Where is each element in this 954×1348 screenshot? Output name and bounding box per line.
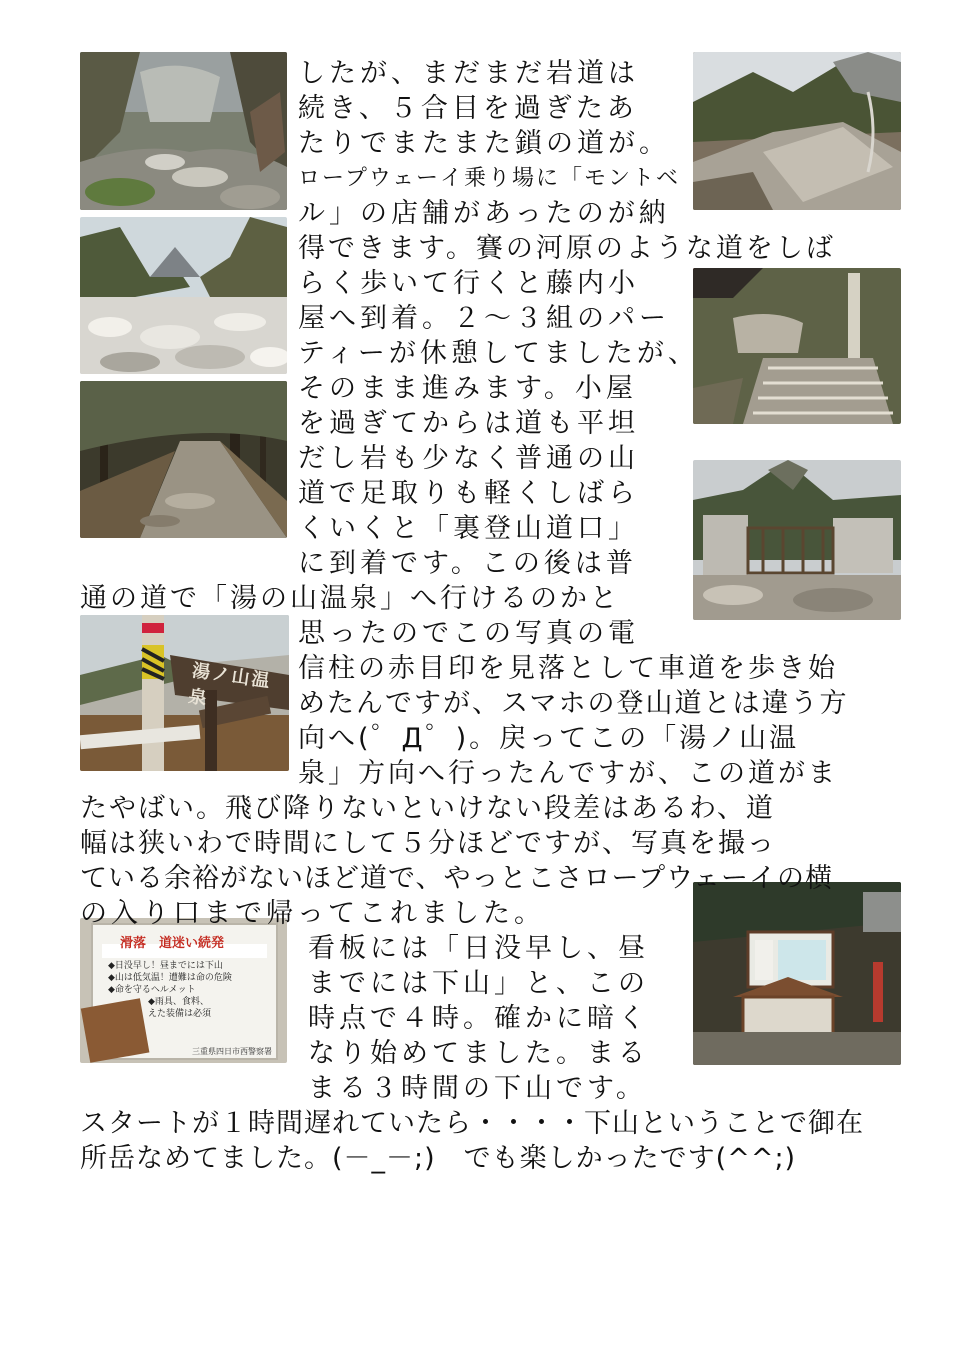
text-line: に到着です。この後は普	[298, 548, 637, 579]
text-line: 信柱の赤目印を見落として車道を歩き始	[298, 653, 838, 684]
text-line: たりでまたまた鎖の道が。	[298, 128, 670, 159]
text-line: 所岳なめてました。(－_－;) でも楽しかったです(^^;)	[80, 1143, 797, 1174]
text-line: ロープウェーイ乗り場に「モントベ	[298, 166, 681, 191]
text-line: したが、まだまだ岩道は	[298, 58, 639, 89]
photo-warning-sign	[80, 918, 287, 1063]
text-line: 屋へ到着。２～３組のパー	[298, 303, 670, 334]
warning-item: ◆雨具、食料、	[148, 997, 209, 1007]
photo-granite-slope	[693, 52, 901, 210]
text-line: 続き、５合目を過ぎたあ	[298, 93, 638, 124]
text-line: くいくと「裏登山道口」	[298, 513, 639, 544]
warning-item: ◆山は低気温！遭難は命の危険	[108, 973, 232, 983]
photo-rocky-stream-bed	[80, 52, 287, 210]
text-line: 幅は狭いわで時間にして５分ほどですが、写真を撮っ	[80, 828, 776, 859]
warning-item: ◆日没早し！昼までには下山	[108, 961, 223, 971]
text-line: ル」の店舗があったのが納	[298, 198, 670, 229]
text-line: 時点で４時。確かに暗く	[308, 1003, 649, 1034]
warning-sign-footer: 三重県四日市西警察署	[192, 1047, 272, 1056]
text-line: を過ぎてからは道も平坦	[298, 408, 639, 439]
text-line: めたんですが、スマホの登山道とは違う方	[298, 688, 849, 719]
text-line: 通の道で「湯の山温泉」へ行けるのかと	[80, 583, 620, 614]
text-line: ている余裕がないほど道で、やっとこさロープウェーイの横	[80, 863, 834, 894]
text-line: の入り口まで帰ってこれました。	[80, 898, 545, 929]
text-line: ティーが休憩してましたが、	[298, 338, 699, 369]
warning-item: えた装備は必須	[148, 1009, 212, 1019]
warning-sign-items	[108, 960, 232, 1020]
text-line: スタートが１時間遅れていたら・・・・下山ということで御在	[80, 1108, 864, 1139]
text-line: 向へ(゜Д゜)。戻ってこの「湯ノ山温	[298, 723, 800, 754]
text-line: 思ったのでこの写真の電	[298, 618, 639, 649]
photo-fujiuchi-hut-steps	[693, 268, 901, 424]
photo-erosion-dam	[693, 460, 901, 620]
onsen-sign-text: 湯ノ山温泉	[187, 660, 273, 710]
photo-onsen-signpost	[80, 615, 289, 771]
photo-forest-trail	[80, 381, 287, 538]
text-line: なり始めてました。まる	[308, 1038, 649, 1069]
photo-boulder-valley	[80, 217, 287, 374]
text-line: そのまま進みます。小屋	[298, 373, 637, 404]
text-line: 道で足取りも軽くしばら	[298, 478, 639, 509]
text-line: 看板には「日没早し、昼	[308, 933, 649, 964]
text-line: まる３時間の下山です。	[308, 1073, 647, 1104]
text-line: 泉」方向へ行ったんですが、この道がま	[298, 758, 838, 789]
text-line: までには下山」と、この	[308, 968, 649, 999]
text-line: たやばい。飛び降りないといけない段差はあるわ、道	[80, 793, 775, 824]
warning-item: ◆命を守るヘルメット	[108, 985, 196, 995]
photo-trailhead-notice-board	[693, 882, 901, 1065]
warning-sign-title: 滑落 道迷い続発	[120, 936, 225, 951]
text-line: 得できます。賽の河原のような道をしば	[298, 233, 836, 264]
text-line: だし岩も少なく普通の山	[298, 443, 639, 474]
text-line: らく歩いて行くと藤内小	[298, 268, 639, 299]
